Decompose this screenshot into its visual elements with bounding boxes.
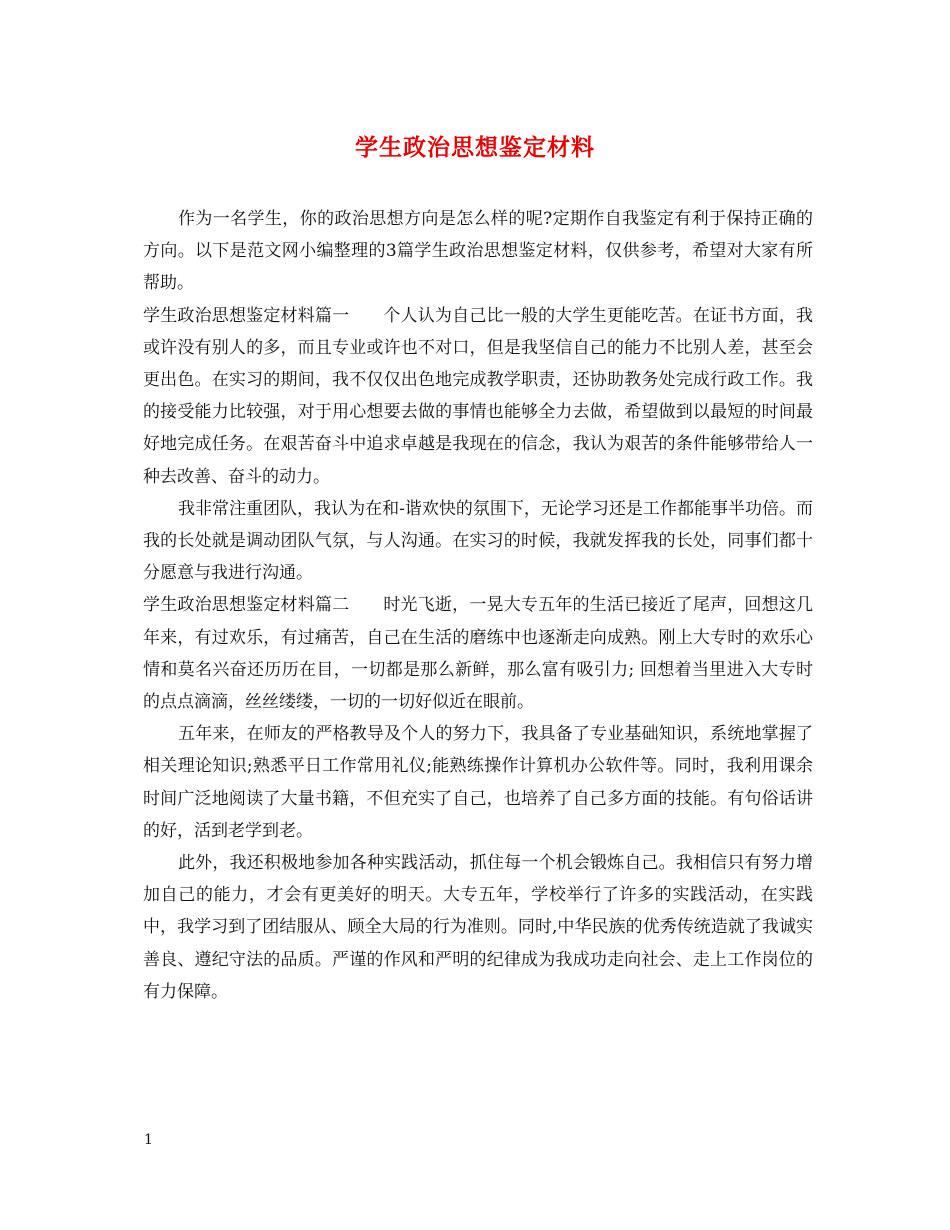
section2-heading: 学生政治思想鉴定材料篇二 <box>143 595 350 616</box>
section1-paragraph-2: 我非常注重团队，我认为在和-谐欢快的氛围下，无论学习还是工作都能事半功倍。而我的长处就是调动团队气氛，与人沟通。在实习的时候，我就发挥我的长处，同事们都十分愿意与我进行沟通。 <box>143 498 813 584</box>
document-title: 学生政治思想鉴定材料 <box>355 134 595 161</box>
section2-paragraph-3: 此外，我还积极地参加各种实践活动，抓住每一个机会锻炼自己。我相信只有努力增加自己的能力，才会有更美好的明天。大专五年，学校举行了许多的实践活动，在实践中，我学习到了团结服从、顾全大局的行为准则。同时,中华民族的优秀传统造就了我诚实善良、遵纪守法的品质。严谨的作风和严明的纪律成为我成功走向社会、走上工作岗位的有力保障。 <box>143 853 813 1002</box>
section2-first-paragraph <box>143 589 813 718</box>
section2-text: 时光飞逝，一晃大专五年的生活已接近了尾声，回想这几年来，有过欢乐，有过痛苦，自己在生活的磨练中也逐渐走向成熟。刚上大专时的欢乐心情和莫名兴奋还历历在目，一切都是那么新鲜，那么富有吸引力; 回想着当里进入大专时的点点滴滴，丝丝缕缕，一切的一切好似近在眼前。 <box>143 595 814 713</box>
page-number: 1 <box>144 1132 153 1148</box>
intro-paragraph: 作为一名学生，你的政治思想方向是怎么样的呢?定期作自我鉴定有利于保持正确的方向。以下是范文网小编整理的3篇学生政治思想鉴定材料，仅供参考，希望对大家有所帮助。 <box>143 209 813 294</box>
document-body <box>143 203 813 1008</box>
section2-paragraph-2: 五年来，在师友的严格教导及个人的努力下，我具备了专业基础知识，系统地掌握了相关理论知识;熟悉平日工作常用礼仪;能熟练操作计算机办公软件等。同时，我利用课余时间广泛地阅读了大量书籍，不但充实了自己，也培养了自己多方面的技能。有句俗话讲的好，活到老学到老。 <box>143 724 813 841</box>
section1-first-paragraph <box>143 300 813 493</box>
section1-heading: 学生政治思想鉴定材料篇一 <box>143 305 350 326</box>
section1-text: 个人认为自己比一般的大学生更能吃苦。在证书方面，我或许没有别人的多，而且专业或许也不对口，但是我坚信自己的能力不比别人差，甚至会更出色。在实习的期间，我不仅仅出色地完成教学职责，还协助教务处完成行政工作。我的接受能力比较强，对于用心想要去做的事情也能够全力去做，希望做到以最短的时间最好地完成任务。在艰苦奋斗中追求卓越是我现在的信念，我认为艰苦的条件能够带给人一种去改善、奋斗的动力。 <box>143 305 814 487</box>
